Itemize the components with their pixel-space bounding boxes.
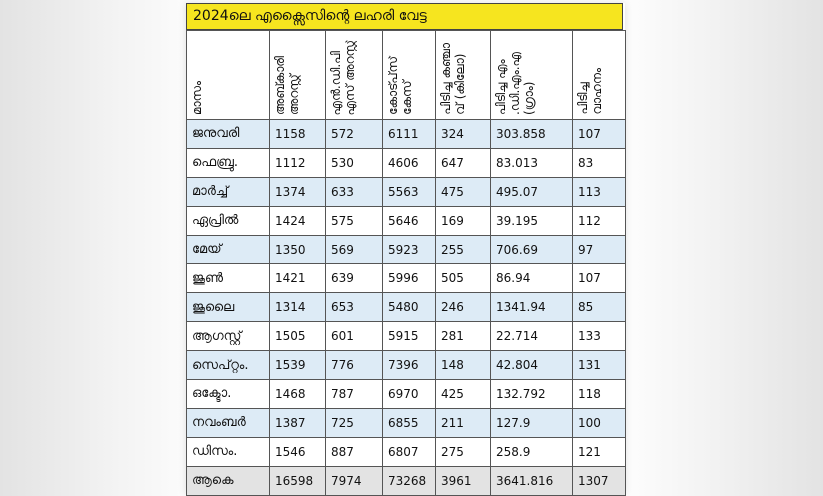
abkari-arrest-cell: 1158 — [270, 120, 326, 149]
vehicle-cell: 100 — [573, 408, 626, 437]
month-cell: ജനുവരി — [187, 120, 270, 149]
cotpa-case-cell: 5563 — [383, 177, 436, 206]
table-row — [187, 235, 626, 264]
mdma-cell: 22.714 — [491, 322, 573, 351]
table-row — [187, 351, 626, 380]
vehicle-cell: 118 — [573, 380, 626, 409]
ganja-cell: 211 — [436, 408, 491, 437]
month-cell: ഫെബ്രു. — [187, 148, 270, 177]
vehicle-cell: 133 — [573, 322, 626, 351]
abkari-arrest-cell: 1424 — [270, 206, 326, 235]
month-cell: മാർച്ച് — [187, 177, 270, 206]
mdma-cell: 132.792 — [491, 380, 573, 409]
table-title: 2024ലെ എക്സൈസിന്റെ ലഹരി വേട്ട — [186, 3, 623, 30]
vehicle-cell: 97 — [573, 235, 626, 264]
ganja-cell: 475 — [436, 177, 491, 206]
month-cell: നവംബർ — [187, 408, 270, 437]
ndps-arrest-cell: 787 — [326, 380, 383, 409]
ganja-cell: 647 — [436, 148, 491, 177]
abkari-arrest-cell: 1546 — [270, 437, 326, 466]
table-row — [187, 437, 626, 466]
month-cell: സെപ്റ്റം. — [187, 351, 270, 380]
header-ndps-arrest: എൻ.ഡി.പി എസ് അറസ്റ്റ് — [326, 31, 383, 120]
vehicle-cell: 107 — [573, 264, 626, 293]
abkari-arrest-cell: 1314 — [270, 293, 326, 322]
month-cell: ജൂലൈ — [187, 293, 270, 322]
cotpa-case-cell: 73268 — [383, 466, 436, 495]
table-row — [187, 120, 626, 149]
excise-table — [186, 30, 626, 496]
ganja-cell: 281 — [436, 322, 491, 351]
cotpa-case-cell: 6807 — [383, 437, 436, 466]
header-vehicles-seized: പിടിച്ച വാഹനം — [573, 31, 626, 120]
mdma-cell: 86.94 — [491, 264, 573, 293]
table-row — [187, 177, 626, 206]
ndps-arrest-cell: 530 — [326, 148, 383, 177]
vehicle-cell: 107 — [573, 120, 626, 149]
cotpa-case-cell: 5646 — [383, 206, 436, 235]
vehicle-cell: 131 — [573, 351, 626, 380]
ganja-cell: 3961 — [436, 466, 491, 495]
abkari-arrest-cell: 1421 — [270, 264, 326, 293]
ndps-arrest-cell: 575 — [326, 206, 383, 235]
month-cell: ആകെ — [187, 466, 270, 495]
ndps-arrest-cell: 653 — [326, 293, 383, 322]
ndps-arrest-cell: 639 — [326, 264, 383, 293]
cotpa-case-cell: 6970 — [383, 380, 436, 409]
mdma-cell: 3641.816 — [491, 466, 573, 495]
table-row — [187, 408, 626, 437]
abkari-arrest-cell: 1505 — [270, 322, 326, 351]
month-cell: ഏപ്രിൽ — [187, 206, 270, 235]
header-row — [187, 31, 626, 120]
table-row — [187, 148, 626, 177]
table-body — [187, 120, 626, 496]
total-row — [187, 466, 626, 495]
ndps-arrest-cell: 887 — [326, 437, 383, 466]
cotpa-case-cell: 7396 — [383, 351, 436, 380]
month-cell: ജൂൺ — [187, 264, 270, 293]
vehicle-cell: 112 — [573, 206, 626, 235]
mdma-cell: 706.69 — [491, 235, 573, 264]
abkari-arrest-cell: 1468 — [270, 380, 326, 409]
header-cotpa-case: കോട്പ്‌സ് കേസ് — [383, 31, 436, 120]
ganja-cell: 148 — [436, 351, 491, 380]
cotpa-case-cell: 5996 — [383, 264, 436, 293]
cotpa-case-cell: 4606 — [383, 148, 436, 177]
header-mdma-seized: പിടിച്ച എം .ഡി.എം.എ (ഗ്രാം) — [491, 31, 573, 120]
vehicle-cell: 1307 — [573, 466, 626, 495]
cotpa-case-cell: 6111 — [383, 120, 436, 149]
ganja-cell: 246 — [436, 293, 491, 322]
mdma-cell: 303.858 — [491, 120, 573, 149]
month-cell: മേയ് — [187, 235, 270, 264]
ndps-arrest-cell: 633 — [326, 177, 383, 206]
abkari-arrest-cell: 1350 — [270, 235, 326, 264]
cotpa-case-cell: 5915 — [383, 322, 436, 351]
ndps-arrest-cell: 7974 — [326, 466, 383, 495]
ndps-arrest-cell: 601 — [326, 322, 383, 351]
mdma-cell: 1341.94 — [491, 293, 573, 322]
header-month: മാസം — [187, 31, 270, 120]
vehicle-cell: 121 — [573, 437, 626, 466]
abkari-arrest-cell: 1387 — [270, 408, 326, 437]
abkari-arrest-cell: 1374 — [270, 177, 326, 206]
mdma-cell: 127.9 — [491, 408, 573, 437]
mdma-cell: 42.804 — [491, 351, 573, 380]
mdma-cell: 39.195 — [491, 206, 573, 235]
ganja-cell: 275 — [436, 437, 491, 466]
mdma-cell: 83.013 — [491, 148, 573, 177]
ganja-cell: 169 — [436, 206, 491, 235]
ndps-arrest-cell: 776 — [326, 351, 383, 380]
month-cell: ഒക്ടോ. — [187, 380, 270, 409]
ndps-arrest-cell: 569 — [326, 235, 383, 264]
table-row — [187, 206, 626, 235]
cotpa-case-cell: 5923 — [383, 235, 436, 264]
mdma-cell: 495.07 — [491, 177, 573, 206]
ganja-cell: 255 — [436, 235, 491, 264]
vehicle-cell: 85 — [573, 293, 626, 322]
table-row — [187, 380, 626, 409]
mdma-cell: 258.9 — [491, 437, 573, 466]
ndps-arrest-cell: 725 — [326, 408, 383, 437]
abkari-arrest-cell: 1539 — [270, 351, 326, 380]
vehicle-cell: 83 — [573, 148, 626, 177]
header-abkari-arrest: അബ്കാരി അറസ്റ്റ് — [270, 31, 326, 120]
ganja-cell: 505 — [436, 264, 491, 293]
cotpa-case-cell: 6855 — [383, 408, 436, 437]
abkari-arrest-cell: 1112 — [270, 148, 326, 177]
abkari-arrest-cell: 16598 — [270, 466, 326, 495]
ganja-cell: 425 — [436, 380, 491, 409]
ndps-arrest-cell: 572 — [326, 120, 383, 149]
month-cell: ഡിസം. — [187, 437, 270, 466]
ganja-cell: 324 — [436, 120, 491, 149]
month-cell: ആഗസ്റ്റ് — [187, 322, 270, 351]
vehicle-cell: 113 — [573, 177, 626, 206]
table-row — [187, 264, 626, 293]
header-ganja-seized: പിടിച്ച കഞ്ചാ വ് (കിലോ) — [436, 31, 491, 120]
table-row — [187, 322, 626, 351]
table-row — [187, 293, 626, 322]
cotpa-case-cell: 5480 — [383, 293, 436, 322]
